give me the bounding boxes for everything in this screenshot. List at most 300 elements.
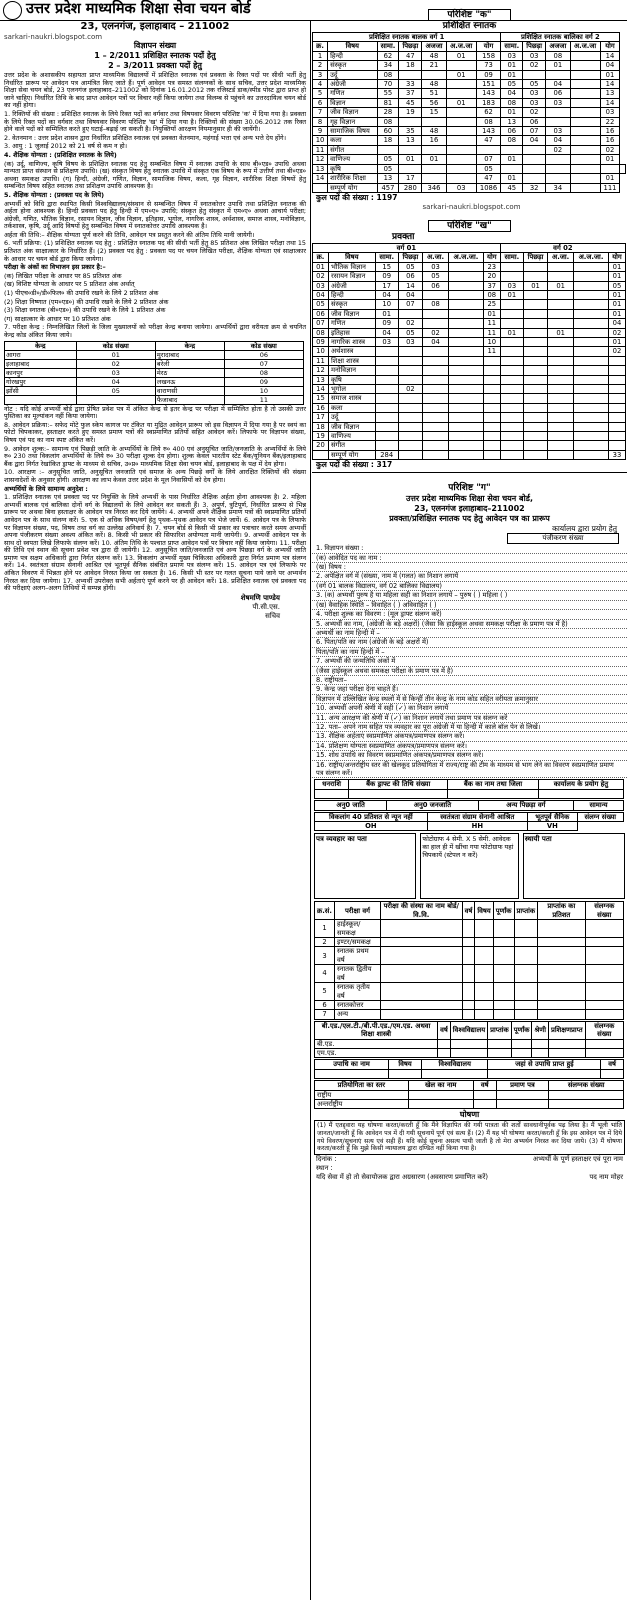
centre-row xyxy=(5,359,304,368)
form-field[interactable]: 7. अभ्यर्थी की जन्मतिथि अंकों में xyxy=(312,657,627,666)
table-cell xyxy=(423,413,449,422)
table-cell xyxy=(483,385,500,394)
table-cell: 01 xyxy=(600,70,620,79)
table-cell: 03 xyxy=(76,368,155,377)
section-recruitment-process: 6. भर्ती प्रक्रिया: (1) प्रशिक्षित स्नातक पद हेतु : प्रशिक्षित स्नातक पद की सीधी भर्ती हेतु 85 प्रतिशत अंक लिखित परीक्षा तथा 15 प्रतिशत अंक साक्षात्कार के निर्धारित हैं। (2) प्रवक्ता पद हेतु : प्रवक्ता पद पर चयन लिखित परीक्षा, शैक्षिक योग्यता एवं साक्षात्कार के आधार पर चयन बोर्ड द्वारा किया जायेगा। xyxy=(4,239,306,263)
table-cell xyxy=(375,385,398,394)
table-cell: 12 xyxy=(313,366,329,375)
annex-k-grand-total: कुल पदों की संख्या : 1197 xyxy=(316,192,398,202)
annex-k-row xyxy=(313,117,626,126)
table-cell: 05 xyxy=(501,80,523,89)
table-cell xyxy=(398,309,422,318)
table-cell: 05 xyxy=(476,164,501,173)
table-cell: मनोविज्ञान xyxy=(328,366,375,375)
table-cell xyxy=(488,1048,512,1057)
table-cell: 37 xyxy=(399,89,422,98)
photo-box[interactable]: फोटोग्राफ 4 सेमी. X 5 सेमी. आवेदक का हाल ही में खींचा गया फोटोग्राफ यहां चिपकायें (स्टेपल न करें) xyxy=(420,833,518,899)
table-cell xyxy=(574,272,609,281)
table-cell xyxy=(475,947,493,965)
table-cell: 7 xyxy=(313,108,328,117)
table-cell: लखनऊ xyxy=(155,377,224,386)
table-cell xyxy=(423,441,449,450)
table-cell xyxy=(448,375,483,384)
annex-kh-column-header: अ.ज.जा. xyxy=(448,253,483,262)
table-cell xyxy=(375,413,398,422)
table-cell: 03 xyxy=(501,51,523,60)
form-field[interactable]: 9. केन्द्र जहां परीक्षा देना चाहते हैं। xyxy=(312,685,627,694)
table-cell xyxy=(462,1000,475,1009)
form-field[interactable]: 16. राष्ट्रीय/अन्तर्राष्ट्रीय स्तर की खेलकूद प्रतियोगिता में राज्य/राष्ट्र की टीम के माध्यम से भाग लेने का विवरण स्वप्रमाणित प्रमाण पत्र संलग्न करें। xyxy=(312,761,627,779)
table-cell: 6 xyxy=(313,98,328,107)
form-field[interactable]: 1. विज्ञापन संख्या : xyxy=(312,544,627,553)
table-cell xyxy=(546,164,570,173)
table-cell xyxy=(448,281,483,290)
table-cell xyxy=(422,117,446,126)
annex-k-column-header: अजजा xyxy=(422,42,446,51)
marks-item: (क) लिखित परीक्षा के आधार पर 85 प्रतिशत अंक xyxy=(4,271,122,280)
table-cell xyxy=(375,441,398,450)
table-cell xyxy=(548,262,574,271)
table-cell: शारीरिक शिक्षा xyxy=(328,174,377,183)
table-cell xyxy=(523,164,546,173)
table-cell: 10 xyxy=(375,300,398,309)
training-table xyxy=(314,1021,624,1059)
table-cell xyxy=(500,403,523,412)
table-cell xyxy=(514,1010,538,1019)
table-cell xyxy=(423,309,449,318)
form-field[interactable]: 10. अभ्यर्थी अपनी श्रेणी में सही (✓) का निशान लगायें xyxy=(312,704,627,713)
table-cell: 4 xyxy=(315,965,335,983)
table-cell xyxy=(608,356,625,365)
table-cell xyxy=(446,80,476,89)
table-cell: 07 xyxy=(224,359,303,368)
table-cell: 32 xyxy=(523,183,546,192)
table-cell xyxy=(514,938,538,947)
annex-k-boys-header: प्रशिक्षित स्नातक बालक वर्ग 1 xyxy=(313,33,501,42)
table-cell xyxy=(574,385,609,394)
table-cell: 09 xyxy=(375,272,398,281)
table-cell xyxy=(608,403,625,412)
table-cell xyxy=(523,347,547,356)
table-cell: संस्कृत xyxy=(328,300,375,309)
table-cell xyxy=(523,262,547,271)
form-field[interactable]: (ख) वैवाहिक स्थिति – विवाहित ( ) अविवाहित ( ) xyxy=(312,601,627,610)
table-cell: 01 xyxy=(546,61,570,70)
table-cell: संस्कृत xyxy=(328,61,377,70)
form-field[interactable]: अभ्यर्थी का नाम हिन्दी में – xyxy=(312,629,627,638)
table-cell xyxy=(538,1000,585,1009)
table-cell: 111 xyxy=(600,183,620,192)
table-cell xyxy=(608,366,625,375)
annex-k-row xyxy=(313,155,626,164)
table-cell: 01 xyxy=(446,51,476,60)
form-field[interactable]: (ख) विषय : xyxy=(312,563,627,572)
table-cell: 02 xyxy=(608,328,625,337)
table-cell: 02 xyxy=(76,359,155,368)
table-cell xyxy=(462,947,475,965)
annex-kh-row xyxy=(313,319,626,328)
table-cell: 20 xyxy=(313,441,329,450)
form-field[interactable]: 14. प्रशिक्षण योग्यता स्वप्रमाणित अंकपत्र/प्रमाणपत्र संलग्न करें। xyxy=(312,742,627,751)
annex-kh-row xyxy=(313,347,626,356)
table-cell xyxy=(548,441,574,450)
table-cell xyxy=(523,413,547,422)
annex-kh-column-header: योग xyxy=(483,253,500,262)
table-cell: स्नातकोत्तर xyxy=(334,1000,380,1009)
annex-kh-column-header: विषय xyxy=(328,253,375,262)
table-cell xyxy=(548,403,574,412)
table-cell: 03 xyxy=(523,89,546,98)
table-cell xyxy=(574,309,609,318)
table-cell: नागरिक शास्त्र xyxy=(328,337,375,346)
table-cell xyxy=(574,432,609,441)
table-cell xyxy=(523,155,546,164)
annex-k-column-header: क्र. xyxy=(313,42,328,51)
table-cell: 6 xyxy=(315,1000,335,1009)
table-cell xyxy=(496,1090,549,1099)
table-cell xyxy=(500,337,523,346)
table-cell xyxy=(523,174,546,183)
table-cell xyxy=(448,290,483,299)
table-cell: 11 xyxy=(483,347,500,356)
table-cell: 02 xyxy=(398,319,422,328)
table-cell: 01 xyxy=(608,337,625,346)
table-cell xyxy=(375,375,398,384)
table-cell xyxy=(574,413,609,422)
table-cell xyxy=(483,450,500,459)
table-cell: 16 xyxy=(600,136,620,145)
marks-title: परीक्षा के अंकों का विभाजन इस प्रकार है:– xyxy=(4,263,106,272)
table-cell xyxy=(483,394,500,403)
form-field[interactable]: (जैसा हाईस्कूल अथवा समकक्ष परीक्षा के प्रमाण पत्र में है) xyxy=(312,667,627,676)
table-cell xyxy=(493,1010,514,1019)
exam-centre-note: नोट : यदि कोई अभ्यर्थी बोर्ड द्वारा प्रेषित प्रवेश पत्र में अंकित केन्द्र से इतर केन्द्र पर परीक्षा में सम्मिलित होता है तो उसकी उत्तर पुस्तिका का मूल्यांकन नहीं किया जायेगा। xyxy=(4,404,306,421)
table-cell: 06 xyxy=(224,350,303,359)
annex-kh-title: परिशिष्ट "ख" xyxy=(428,220,511,232)
qualification-column-header: वर्ष xyxy=(462,902,475,920)
table-cell xyxy=(448,403,483,412)
training-column-header: प्राप्तांक xyxy=(488,1021,512,1039)
table-cell xyxy=(501,164,523,173)
table-cell xyxy=(423,366,449,375)
centre-table-header: केन्द्र xyxy=(155,341,224,350)
category-option: अनु0 जाति xyxy=(315,801,387,810)
table-cell: 10 xyxy=(313,347,329,356)
table-cell: 03 xyxy=(600,108,620,117)
annex-kh-row xyxy=(313,366,626,375)
table-cell xyxy=(422,174,446,183)
table-cell xyxy=(450,1048,487,1057)
form-field[interactable]: 3. (क) अभ्यर्थी पुरुष है या महिला सही का निशान लगायें – पुरुष ( ) महिला ( ) xyxy=(312,591,627,600)
table-cell: 01 xyxy=(500,290,523,299)
section-pay-scale: 2. वेतनमान : उत्तर प्रदेश शासन द्वारा निर्धारित प्रशिक्षित स्नातक एवं प्रवक्ता वेतनमान, महंगाई भत्ता एवं अन्य भत्ते देय होंगे। xyxy=(4,133,286,142)
table-cell: वाणिज्य xyxy=(328,155,377,164)
sports-table xyxy=(314,1080,624,1109)
table-cell: 05 xyxy=(398,262,422,271)
table-cell xyxy=(570,155,600,164)
table-cell xyxy=(574,375,609,384)
qualification-row xyxy=(315,938,624,947)
table-cell xyxy=(570,127,600,136)
table-cell: 13 xyxy=(501,117,523,126)
table-cell: 01 xyxy=(608,300,625,309)
qualification-column-header: प्राप्तांक xyxy=(514,902,538,920)
table-cell: 06 xyxy=(398,272,422,281)
table-cell: 34 xyxy=(377,61,399,70)
table-cell xyxy=(570,51,600,60)
table-cell xyxy=(398,450,422,459)
sports-column-header: संलग्नक संख्या xyxy=(549,1081,624,1090)
table-cell: 01 xyxy=(501,61,523,70)
table-cell xyxy=(570,136,600,145)
disability-subtype: HH xyxy=(427,822,527,831)
form-field[interactable]: 12. पता– अपने नाम सहित पत्र व्यवहार का पूरा अंग्रेजी में या हिन्दी में काले बॉल पेन से लिखें। xyxy=(312,723,627,732)
table-cell xyxy=(380,983,462,1001)
special-reservation-table xyxy=(314,812,624,832)
category-option: सामान्य xyxy=(574,801,624,810)
table-cell: 05 xyxy=(608,281,625,290)
qualification-row xyxy=(315,947,624,965)
qualification-column-header: क्र.सं. xyxy=(315,902,335,920)
disability-subtype: VH xyxy=(528,822,578,831)
annex-kh-group2-header: वर्ग 02 xyxy=(500,243,625,252)
table-cell xyxy=(500,450,523,459)
table-cell: हाईस्कूल/समकक्ष xyxy=(334,920,380,938)
table-cell: 04 xyxy=(313,290,329,299)
table-cell xyxy=(423,375,449,384)
table-cell xyxy=(500,319,523,328)
table-cell xyxy=(493,947,514,965)
table-cell xyxy=(380,920,462,938)
table-cell xyxy=(76,395,155,404)
table-cell: 81 xyxy=(377,98,399,107)
table-cell: 73 xyxy=(476,61,501,70)
qualification-column-header: प्राप्तांक का प्रतिशत xyxy=(538,902,585,920)
reservation-column-header: भूतपूर्व सैनिक xyxy=(528,812,578,821)
centre-row xyxy=(5,395,304,404)
table-cell: 05 xyxy=(423,272,449,281)
table-cell xyxy=(493,983,514,1001)
table-cell: 09 xyxy=(375,319,398,328)
table-cell: 01 xyxy=(501,155,523,164)
table-cell xyxy=(608,413,625,422)
table-cell: 4 xyxy=(313,80,328,89)
table-cell: 5 xyxy=(313,89,328,98)
table-cell: 1086 xyxy=(476,183,501,192)
table-cell xyxy=(375,422,398,431)
marks-item: (ख) विशिष्ट योग्यता के आधार पर 5 प्रतिशत अंक अर्थात् xyxy=(4,280,135,289)
table-cell: 08 xyxy=(377,117,399,126)
table-cell: 04 xyxy=(546,80,570,89)
form-field[interactable]: 13. शैक्षिक अर्हताएं स्वप्रमाणित अंकपत्र/प्रमाणपत्र संलग्न करें। xyxy=(312,732,627,741)
table-cell: 183 xyxy=(476,98,501,107)
table-cell xyxy=(448,319,483,328)
form-field[interactable]: 15. शोध उपाधि का विवरण स्वप्रमाणित अंकपत्र/प्रमाणपत्र संलग्न करें। xyxy=(312,751,627,760)
table-cell xyxy=(488,1039,512,1048)
table-cell: 457 xyxy=(377,183,399,192)
table-cell: भौतिक विज्ञान xyxy=(328,262,375,271)
registration-number-box[interactable]: पंजीकरण संख्या xyxy=(507,533,619,544)
table-cell xyxy=(375,394,398,403)
table-cell: 04 xyxy=(375,290,398,299)
table-cell: 02 xyxy=(423,328,449,337)
table-cell xyxy=(574,356,609,365)
form-field[interactable]: 2. अपेक्षित वर्ग में (संख्या, नाम में (गलत) का निशान लगायें xyxy=(312,572,627,581)
table-cell xyxy=(548,366,574,375)
table-cell xyxy=(523,366,547,375)
table-cell: अन्तर्राष्ट्रीय xyxy=(315,1099,409,1108)
qualification-row xyxy=(315,920,624,938)
table-cell xyxy=(423,394,449,403)
table-cell: 06 xyxy=(523,117,546,126)
table-cell xyxy=(523,300,547,309)
table-cell: 01 xyxy=(375,309,398,318)
table-cell: 01 xyxy=(446,70,476,79)
table-cell xyxy=(523,337,547,346)
table-cell: 09 xyxy=(313,337,329,346)
form-field[interactable]: विज्ञापन में उल्लिखित केन्द्र स्थलों में से किन्हीं तीन केन्द्र के नाम कोड सहित वरीयता क्रमानुसार xyxy=(312,695,627,704)
form-field[interactable]: 8. राष्ट्रीयता– xyxy=(312,676,627,685)
table-cell: 08 xyxy=(501,98,523,107)
training-row xyxy=(315,1048,624,1057)
table-cell xyxy=(574,290,609,299)
research-column-header: वर्ष xyxy=(601,1060,624,1069)
table-cell xyxy=(475,920,493,938)
table-cell xyxy=(423,356,449,365)
table-cell: 06 xyxy=(501,127,523,136)
form-field[interactable]: 6. पिता/पति का नाम (अंग्रेजी के बड़े अक्षरों में) xyxy=(312,638,627,647)
table-cell: 20 xyxy=(483,272,500,281)
table-cell: इलाहाबाद xyxy=(5,359,77,368)
table-cell xyxy=(448,272,483,281)
signature-label: अभ्यर्थी के पूर्ण हस्ताक्षर एवं पूरा नाम xyxy=(532,1154,623,1163)
table-cell: 08 xyxy=(313,328,329,337)
table-cell: सामाजिक विषय xyxy=(328,127,377,136)
table-cell: कला xyxy=(328,136,377,145)
form-field[interactable]: (क) आवेदित पद का नाम : xyxy=(312,554,627,563)
table-cell: कृषि xyxy=(328,375,375,384)
annex-kh-column-header: क्र. xyxy=(313,253,329,262)
table-cell xyxy=(500,262,523,271)
annex-kh-table xyxy=(312,243,626,460)
table-cell: 01 xyxy=(548,281,574,290)
table-cell: 151 xyxy=(476,80,501,89)
table-cell xyxy=(375,347,398,356)
form-field[interactable]: पिता/पति का नाम हिन्दी में – xyxy=(312,648,627,657)
table-cell xyxy=(585,938,623,947)
table-cell xyxy=(462,938,475,947)
table-cell: 02 xyxy=(523,108,546,117)
research-column-header: जहां से उपाधि प्राप्त हुई xyxy=(488,1060,601,1069)
table-cell: 14 xyxy=(398,281,422,290)
table-cell: 2 xyxy=(313,61,328,70)
table-cell: 01 xyxy=(501,174,523,183)
table-cell xyxy=(546,117,570,126)
table-cell: 05 xyxy=(377,155,399,164)
table-cell: 11 xyxy=(483,328,500,337)
office-use-label: कार्यालय द्वारा प्रयोग हेतु xyxy=(552,524,617,534)
table-cell: 01 xyxy=(608,290,625,299)
table-cell: 48 xyxy=(422,80,446,89)
table-cell: 07 xyxy=(313,319,329,328)
table-cell: 03 xyxy=(313,281,329,290)
table-cell xyxy=(608,385,625,394)
table-cell xyxy=(446,117,476,126)
table-cell xyxy=(585,965,623,983)
form-field[interactable]: 4. परीक्षा शुल्क का विवरण : (मूल ड्राफ्ट संलग्न करें) xyxy=(312,610,627,619)
table-cell: 03 xyxy=(375,337,398,346)
table-cell: 18 xyxy=(399,61,422,70)
table-cell: 04 xyxy=(375,328,398,337)
table-cell: 10 xyxy=(313,136,328,145)
annex-kh-grand-total: कुल पदों की संख्या : 317 xyxy=(316,460,393,470)
table-cell: अर्थशास्त्र xyxy=(328,347,375,356)
table-cell: 34 xyxy=(546,183,570,192)
board-title: उत्तर प्रदेश माध्यमिक शिक्षा सेवा चयन बोर्ड xyxy=(26,1,251,17)
annex-kh-row xyxy=(313,262,626,271)
table-cell xyxy=(546,108,570,117)
table-cell xyxy=(446,89,476,98)
table-cell: 01 xyxy=(501,108,523,117)
table-cell xyxy=(448,450,483,459)
annexure-column xyxy=(312,0,627,1600)
table-cell xyxy=(532,1039,549,1048)
fee-column-header: धनराशि xyxy=(315,780,349,789)
table-cell: 5 xyxy=(315,983,335,1001)
table-cell: मेरठ xyxy=(155,368,224,377)
table-cell: 14 xyxy=(313,174,328,183)
form-field[interactable]: 5. अभ्यर्थी का नाम, (अंग्रेजी के बड़े अक्षरों) (जैसा कि हाईस्कूल अथवा समकक्ष परीक्षा के प्रमाण पत्र में है) xyxy=(312,620,627,629)
form-field[interactable]: (वर्ग 01 बालक विद्यालय, वर्ग 02 बालिका विद्यालय) xyxy=(312,582,627,591)
annex-k-row xyxy=(313,80,626,89)
table-cell: एम.एड. xyxy=(315,1048,438,1057)
table-cell xyxy=(399,145,422,154)
table-cell xyxy=(523,319,547,328)
table-cell xyxy=(570,80,600,89)
table-cell: 1 xyxy=(313,51,328,60)
marks-item: (ग) साक्षात्कार के आधार पर 10 प्रतिशत अंक xyxy=(4,314,111,323)
training-column-header: वर्ष xyxy=(438,1021,451,1039)
table-cell xyxy=(500,356,523,365)
table-cell xyxy=(448,366,483,375)
table-cell: 18 xyxy=(313,422,329,431)
table-cell xyxy=(423,422,449,431)
sports-row xyxy=(315,1099,624,1108)
signer-role-2: सचिव xyxy=(265,611,280,620)
table-cell xyxy=(423,450,449,459)
table-cell: 01 xyxy=(608,309,625,318)
table-cell: 08 xyxy=(483,290,500,299)
annex-g-address: 23, एलनगंज इलाहाबाद–211002 xyxy=(414,504,525,514)
annex-k-column-header: अ.ज.जा xyxy=(570,42,600,51)
annex-k-total-row xyxy=(313,183,626,192)
table-cell: 37 xyxy=(483,281,500,290)
table-cell: 16 xyxy=(600,127,620,136)
annex-k-column-header: योग xyxy=(476,42,501,51)
section-exam-centre: 7. परीक्षा केन्द्र : निम्नलिखित जिलों के जिला मुख्यालयों को परीक्षा केन्द्र बनाया जायेगा। अभ्यर्थियों द्वारा वरीयता क्रम से चयनित केन्द्र कोड अंकित किया जाये। xyxy=(4,323,306,339)
table-cell: 47 xyxy=(476,174,501,183)
table-cell xyxy=(462,965,475,983)
table-cell: 47 xyxy=(399,51,422,60)
form-field[interactable]: 11. अन्य आरक्षण की श्रेणी में (✓) का निशान लगायें तथा प्रमाण पत्र संलग्न करें xyxy=(312,714,627,723)
table-cell xyxy=(423,347,449,356)
training-column-header: श्रेणी xyxy=(532,1021,549,1039)
table-cell: 14 xyxy=(600,98,620,107)
table-cell xyxy=(574,403,609,412)
qualification-column-header: पूर्णांक xyxy=(493,902,514,920)
annex-kh-row xyxy=(313,356,626,365)
table-cell: 06 xyxy=(546,89,570,98)
